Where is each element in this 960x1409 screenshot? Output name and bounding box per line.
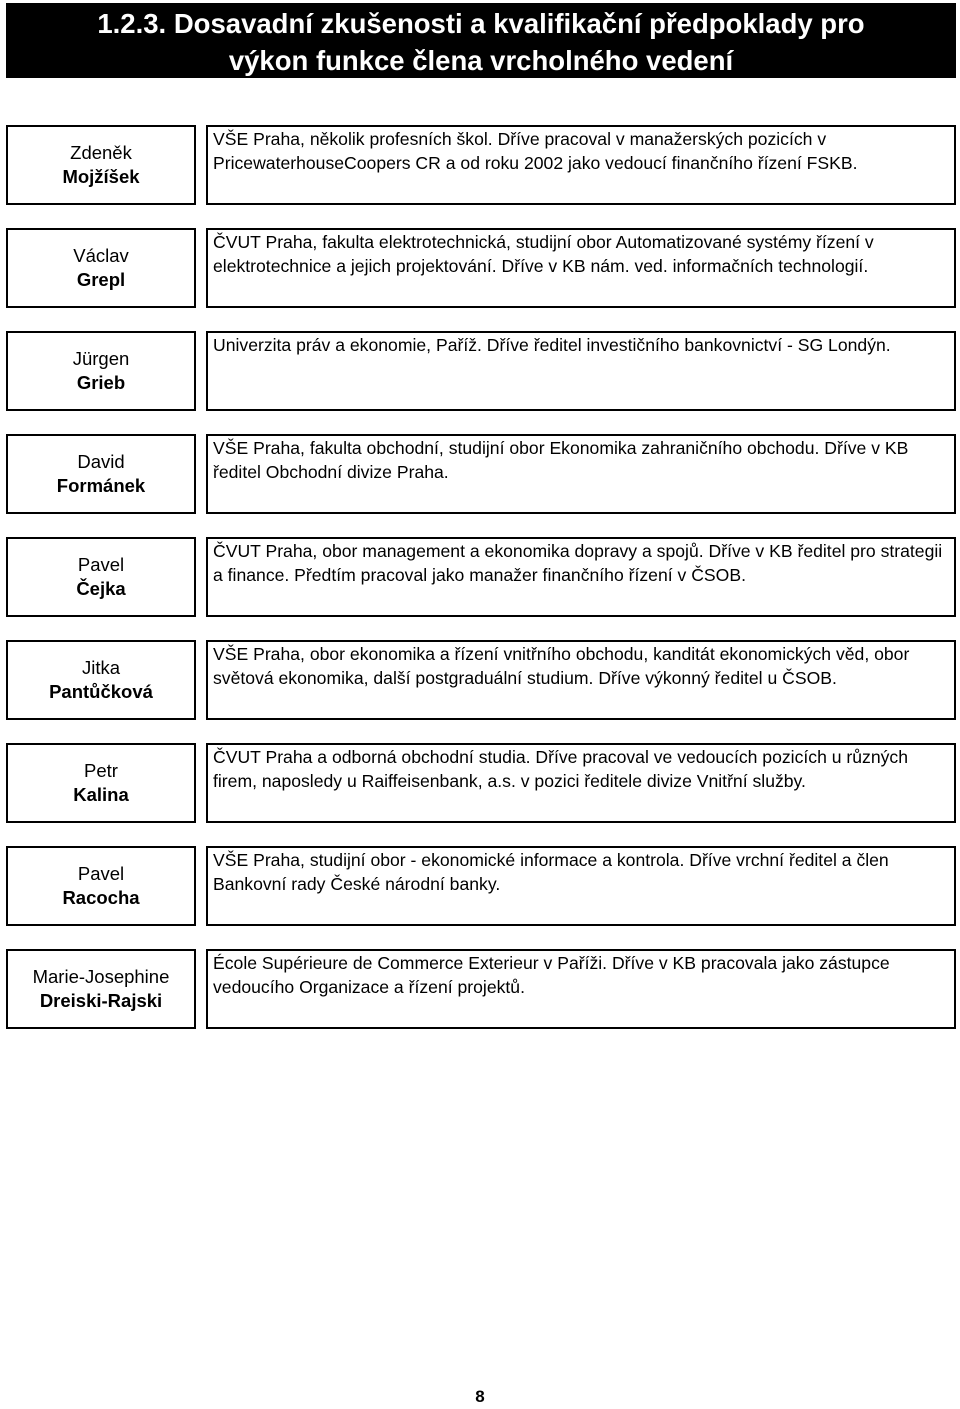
member-name-box: [6, 434, 196, 514]
member-row: [0, 434, 960, 537]
member-first-name: Pavel: [77, 554, 125, 575]
member-row: [0, 846, 960, 949]
member-last-name: Grieb: [76, 372, 126, 393]
member-name-box: [6, 228, 196, 308]
member-first-name: Zdeněk: [70, 142, 132, 163]
member-last-name: Dreiski-Rajski: [39, 990, 163, 1011]
member-row: [0, 331, 960, 434]
member-name-box: [6, 640, 196, 720]
member-name-box: [6, 125, 196, 205]
board-members-list: [0, 125, 960, 1052]
member-last-name: Čejka: [76, 578, 126, 599]
page-number: 8: [475, 1387, 485, 1406]
section-title: [6, 3, 956, 78]
member-first-name: Jitka: [81, 657, 121, 678]
member-name-box: [6, 846, 196, 926]
member-row: [0, 743, 960, 846]
member-description: ČVUT Praha, obor management a ekonomika dopravy a spojů. Dříve v KB ředitel pro strategii a finance. Předtím pracoval jako manažer finančního řízení v ČSOB.: [206, 537, 956, 617]
member-row: [0, 125, 960, 228]
section-title-line-1: 1.2.3. Dosavadní zkušenosti a kvalifikační předpoklady pro: [97, 8, 865, 39]
member-description: ČVUT Praha a odborná obchodní studia. Dříve pracoval ve vedoucích pozicích u různých firem, naposledy u Raiffeisenbank, a.s. v pozici ředitele divize Vnitřní služby.: [206, 743, 956, 823]
section-title-line-2: výkon funkce člena vrcholného vedení: [228, 45, 734, 76]
member-last-name: Formánek: [56, 475, 146, 496]
member-last-name: Kalina: [73, 784, 129, 805]
member-description: École Supérieure de Commerce Exterieur v Paříži. Dříve v KB pracovala jako zástupce vedoucího Organizace a řízení projektů.: [206, 949, 956, 1029]
member-first-name: Petr: [84, 760, 118, 781]
member-name-box: [6, 331, 196, 411]
member-row: [0, 949, 960, 1052]
member-description: VŠE Praha, fakulta obchodní, studijní obor Ekonomika zahraničního obchodu. Dříve v KB ředitel Obchodní divize Praha.: [206, 434, 956, 514]
member-last-name: Pantůčková: [49, 681, 153, 702]
member-name-box: [6, 949, 196, 1029]
member-first-name: Jürgen: [72, 348, 130, 369]
member-first-name: Marie-Josephine: [32, 966, 170, 987]
member-last-name: Mojžíšek: [62, 166, 140, 187]
member-last-name: Racocha: [62, 887, 140, 908]
member-description: VŠE Praha, studijní obor - ekonomické informace a kontrola. Dříve vrchní ředitel a člen Bankovní rady České národní banky.: [206, 846, 956, 926]
member-description: ČVUT Praha, fakulta elektrotechnická, studijní obor Automatizované systémy řízení v elektrotechnice a jejich projektování. Dříve v KB nám. ved. informačních technologií.: [206, 228, 956, 308]
member-name-box: [6, 537, 196, 617]
member-last-name: Grepl: [76, 269, 126, 290]
member-description: VŠE Praha, několik profesních škol. Dříve pracoval v manažerských pozicích v PricewaterhouseCoopers CR a od roku 2002 jako vedoucí finančního řízení FSKB.: [206, 125, 956, 205]
member-row: [0, 228, 960, 331]
member-row: [0, 537, 960, 640]
member-first-name: David: [77, 451, 125, 472]
member-first-name: Pavel: [77, 863, 125, 884]
member-name-box: [6, 743, 196, 823]
member-description: VŠE Praha, obor ekonomika a řízení vnitřního obchodu, kanditát ekonomických věd, obor světová ekonomika, další postgraduální studium. Dříve výkonný ředitel u ČSOB.: [206, 640, 956, 720]
member-first-name: Václav: [73, 245, 129, 266]
member-row: [0, 640, 960, 743]
member-description: Univerzita práv a ekonomie, Paříž. Dříve ředitel investičního bankovnictví - SG Londýn.: [206, 331, 956, 411]
